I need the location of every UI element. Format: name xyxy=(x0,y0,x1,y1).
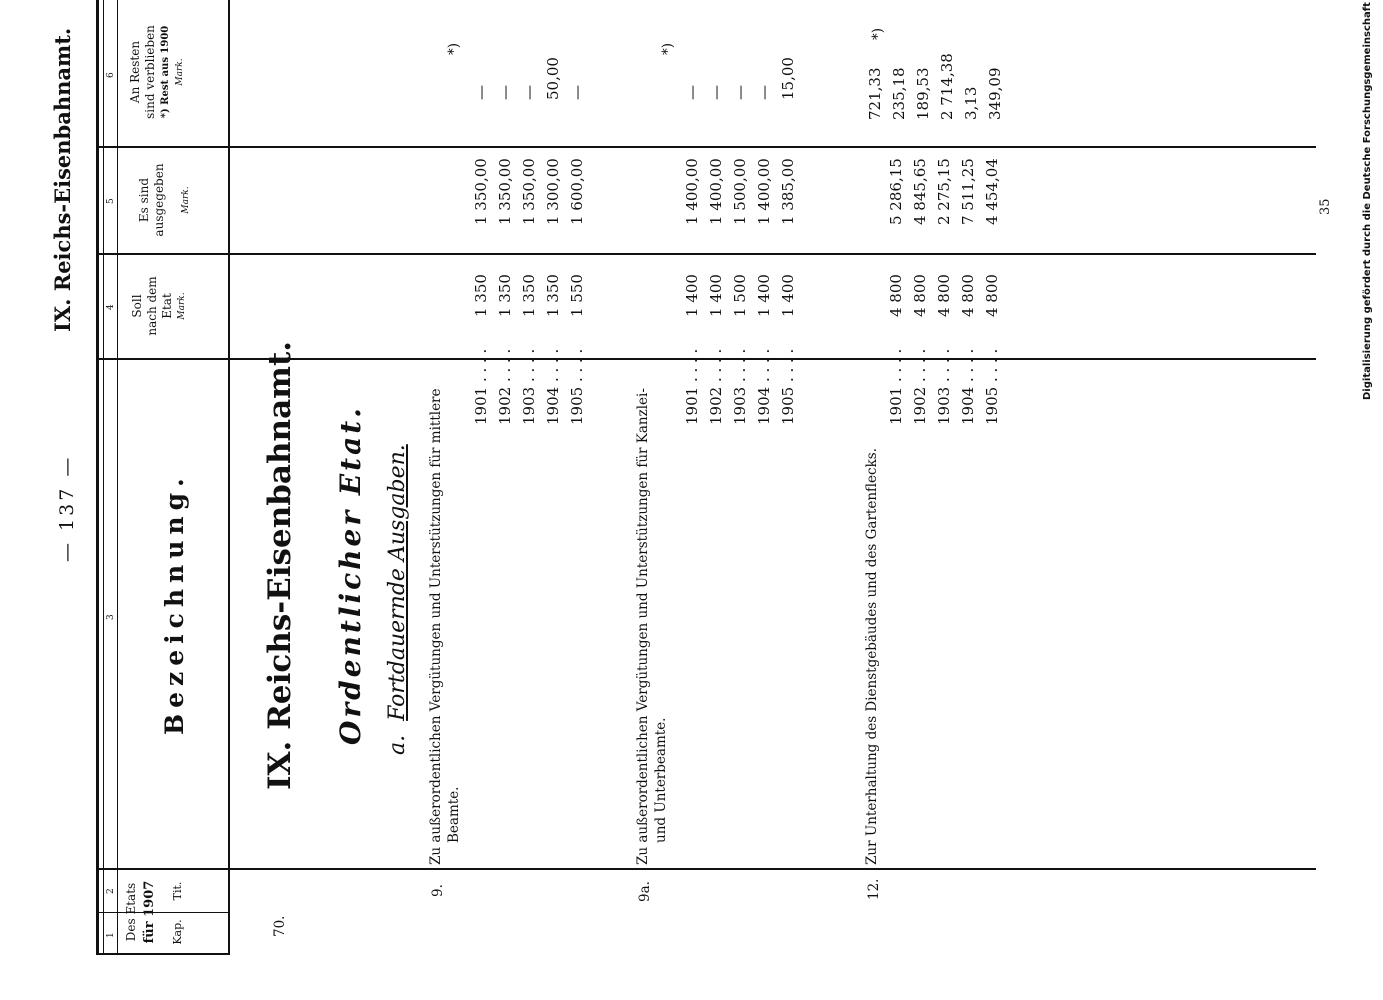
tit-12: 12. xyxy=(866,878,882,900)
entry-9-aus-1904: 1 300,00 xyxy=(544,158,562,225)
entry-12-soll-1901: 4 800 xyxy=(887,274,905,317)
entry-12-rest-extra: 349,09 xyxy=(986,67,1004,120)
entry-9a-year-1905: 1905 . . . . xyxy=(779,348,797,425)
entry-12-marker: *) xyxy=(870,27,886,40)
entry-12-aus-1904: 7 511,25 xyxy=(959,158,977,225)
entry-9-rest-1902: — xyxy=(496,85,514,100)
page-number: — 137 — xyxy=(56,454,78,562)
column-number-rule xyxy=(117,0,118,955)
entry-9a-year-1901: 1901 . . . . xyxy=(683,348,701,425)
entry-9-aus-1902: 1 350,00 xyxy=(496,158,514,225)
entry-12-text-1: Zur Unterhaltung des Dienstgebäudes und des Gartenflecks. xyxy=(864,448,880,865)
table-inner-top-rule xyxy=(103,0,104,955)
entry-9a-rest-1904: — xyxy=(755,85,773,100)
header-soll-line-2: nach dem xyxy=(145,276,159,336)
header-soll-unit: Mark. xyxy=(177,292,187,320)
entry-12-year-1902: 1902 . . . . xyxy=(911,348,929,425)
entry-9-year-1902: 1902 . . . . xyxy=(496,348,514,425)
entry-12-soll-1904: 4 800 xyxy=(959,274,977,317)
entry-9-rest-1903: — xyxy=(520,85,538,100)
header-tit: Tit. xyxy=(171,881,184,901)
main-title: IX. Reichs-Eisenbahnamt. xyxy=(262,340,298,790)
section-title xyxy=(385,444,410,755)
entry-9a-soll-1904: 1 400 xyxy=(755,274,773,317)
entry-9a-rest-1901: — xyxy=(683,85,701,100)
entry-12-soll-1903: 4 800 xyxy=(935,274,953,317)
entry-9-soll-1904: 1 350 xyxy=(544,274,562,317)
header-des-etats: Des Etats xyxy=(124,882,138,942)
entry-9a-text-1: Zu außerordentlichen Vergütungen und Unterstützungen für Kanzlei- xyxy=(635,388,651,865)
header-ausgegeben-line-1: Es sind xyxy=(137,177,151,223)
entry-9a-aus-1903: 1 500,00 xyxy=(731,158,749,225)
tit-9: 9. xyxy=(430,884,446,897)
header-kap: Kap. xyxy=(171,919,184,945)
credit-text: Digitalisierung gefördert durch die Deutsche Forschungsgemeinschaft xyxy=(1362,2,1373,400)
col-num-2: 2 xyxy=(106,888,116,894)
header-resten-line-2: sind verblieben xyxy=(143,25,157,119)
col-num-4: 4 xyxy=(106,304,116,310)
entry-9a-aus-1902: 1 400,00 xyxy=(707,158,725,225)
header-resten-unit: Mark. xyxy=(175,58,185,86)
header-soll-line-1: Soll xyxy=(130,294,144,318)
col-rule-a xyxy=(96,953,230,955)
table-outer-top-rule xyxy=(96,0,99,955)
entry-12-year-1903: 1903 . . . . xyxy=(935,348,953,425)
entry-12-soll-1902: 4 800 xyxy=(911,274,929,317)
col-rule-c xyxy=(96,868,1316,870)
entry-9-marker: *) xyxy=(446,42,462,55)
entry-12-year-1904: 1904 . . . . xyxy=(959,348,977,425)
section-letter: a. xyxy=(385,734,410,755)
header-ausgegeben-line-2: ausgegeben xyxy=(152,163,166,237)
entry-9-soll-1905: 1 550 xyxy=(568,274,586,317)
side-page-number: 35 xyxy=(1318,198,1333,215)
entry-9a-marker: *) xyxy=(660,42,676,55)
entry-12-rest-1901: 721,33 xyxy=(866,67,884,120)
entry-12-year-1905: 1905 . . . . xyxy=(983,348,1001,425)
col-rule-e xyxy=(96,253,1316,255)
header-resten xyxy=(128,0,188,144)
entry-9-soll-1901: 1 350 xyxy=(472,274,490,317)
section-name: Fortdauernde Ausgaben. xyxy=(385,444,410,721)
entry-9-soll-1902: 1 350 xyxy=(496,274,514,317)
entry-12-rest-1905: 3,13 xyxy=(962,86,980,120)
header-resten-line-1: An Resten xyxy=(128,40,142,104)
entry-9a-aus-1901: 1 400,00 xyxy=(683,158,701,225)
header-resten-note: *) Rest aus 1900 xyxy=(160,25,171,119)
entry-9-year-1905: 1905 . . . . xyxy=(568,348,586,425)
entry-9-aus-1901: 1 350,00 xyxy=(472,158,490,225)
header-fuer-1907-text: für 1907 xyxy=(142,880,157,944)
entry-9a-rest-1903: — xyxy=(731,85,749,100)
kapitel-number: 70. xyxy=(272,915,288,937)
entry-9-year-1901: 1901 . . . . xyxy=(472,348,490,425)
entry-9a-soll-1905: 1 400 xyxy=(779,274,797,317)
header-soll-line-3: Etat xyxy=(160,293,174,319)
entry-9-text-1: Zu außerordentlichen Vergütungen und Unterstützungen für mittlere xyxy=(428,388,444,865)
entry-9a-soll-1901: 1 400 xyxy=(683,274,701,317)
entry-9a-year-1904: 1904 . . . . xyxy=(755,348,773,425)
entry-9-aus-1905: 1 600,00 xyxy=(568,158,586,225)
header-bezeichnung: Bezeichnung. xyxy=(160,472,189,735)
header-soll xyxy=(130,257,190,355)
entry-12-rest-1903: 189,53 xyxy=(914,67,932,120)
tit-9a: 9a. xyxy=(637,881,653,902)
entry-12-rest-1904: 2 714,38 xyxy=(938,53,956,120)
entry-9-rest-1904: 50,00 xyxy=(544,57,562,100)
entry-9a-soll-1902: 1 400 xyxy=(707,274,725,317)
sub-title: Ordentlicher Etat. xyxy=(334,405,367,745)
running-title: IX. Reichs-Eisenbahnamt. xyxy=(50,27,75,332)
entry-12-year-1901: 1901 . . . . xyxy=(887,348,905,425)
entry-9a-aus-1905: 1 385,00 xyxy=(779,158,797,225)
col-num-3: 3 xyxy=(106,614,116,620)
entry-9-aus-1903: 1 350,00 xyxy=(520,158,538,225)
entry-9-text-2: Beamte. xyxy=(446,786,462,843)
digitization-credit xyxy=(1362,0,1373,400)
col-rule-b xyxy=(96,912,230,913)
entry-12-soll-1905: 4 800 xyxy=(983,274,1001,317)
entry-12-aus-1901: 5 286,15 xyxy=(887,158,905,225)
header-fuer-1907 xyxy=(142,872,157,952)
entry-9a-year-1903: 1903 . . . . xyxy=(731,348,749,425)
header-ausgegeben xyxy=(137,150,194,250)
col-rule-f xyxy=(96,146,1316,148)
entry-12-aus-1903: 2 275,15 xyxy=(935,158,953,225)
entry-9a-year-1902: 1902 . . . . xyxy=(707,348,725,425)
entry-9a-text-2: und Unterbeamte. xyxy=(653,717,669,843)
entry-9-rest-1905: — xyxy=(568,85,586,100)
entry-9a-soll-1903: 1 500 xyxy=(731,274,749,317)
header-bottom-rule xyxy=(228,0,230,955)
col-num-5: 5 xyxy=(106,198,116,204)
entry-9-soll-1903: 1 350 xyxy=(520,274,538,317)
entry-9-year-1904: 1904 . . . . xyxy=(544,348,562,425)
col-num-1: 1 xyxy=(106,932,116,938)
entry-12-rest-1902: 235,18 xyxy=(890,67,908,120)
entry-12-aus-1902: 4 845,65 xyxy=(911,158,929,225)
entry-9-year-1903: 1903 . . . . xyxy=(520,348,538,425)
entry-9a-rest-1902: — xyxy=(707,85,725,100)
header-ausgegeben-unit: Mark. xyxy=(181,186,191,214)
entry-9a-rest-1905: 15,00 xyxy=(779,57,797,100)
col-num-6: 6 xyxy=(106,72,116,78)
entry-9-rest-1901: — xyxy=(472,85,490,100)
entry-9a-aus-1904: 1 400,00 xyxy=(755,158,773,225)
entry-12-aus-1905: 4 454,04 xyxy=(983,158,1001,225)
